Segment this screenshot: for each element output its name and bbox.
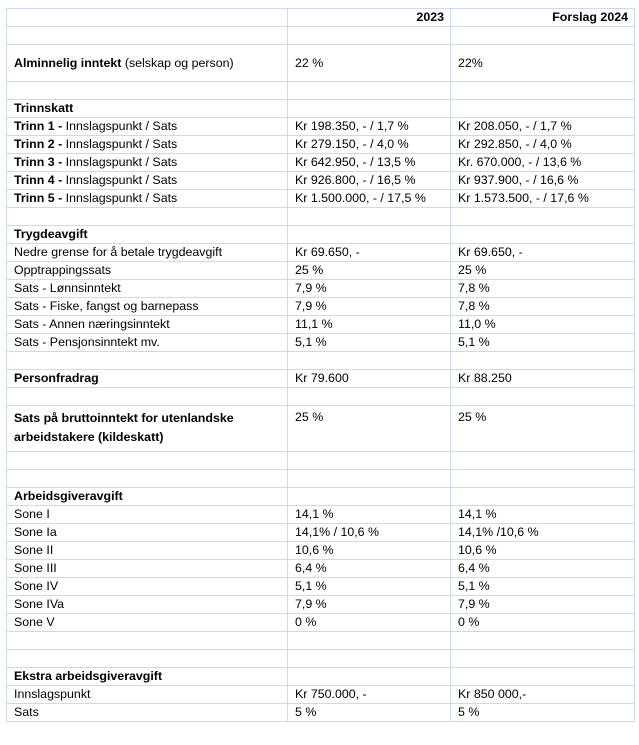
spacer-row (7, 352, 635, 370)
table-row (7, 280, 635, 298)
header-forslag-2024: Forslag 2024 (451, 9, 635, 27)
spacer-row (7, 82, 635, 100)
section-heading-row (7, 668, 635, 686)
section-heading-row (7, 226, 635, 244)
header-row (7, 9, 635, 27)
table-row (7, 244, 635, 262)
alminnelig-inntekt-row (7, 45, 635, 82)
row-label: Sone Ia (7, 524, 288, 542)
row-label (7, 172, 288, 190)
row-label: Sone II (7, 542, 288, 560)
value-2023: 25 % (288, 406, 451, 452)
table-row (7, 542, 635, 560)
personfradrag-row (7, 370, 635, 388)
table-row (7, 614, 635, 632)
value-2023: 7,9 % (288, 596, 451, 614)
row-label: Sats - Pensjonsinntekt mv. (7, 334, 288, 352)
value-2024: Kr 69.650, - (451, 244, 635, 262)
section-title-trinnskatt: Trinnskatt (7, 100, 288, 118)
value-2023: 6,4 % (288, 560, 451, 578)
label-bold: Alminnelig inntekt (14, 55, 122, 70)
table-row (7, 506, 635, 524)
value-2024: Kr 850 000,- (451, 686, 635, 704)
value-2023: 14,1% / 10,6 % (288, 524, 451, 542)
row-label: Sone V (7, 614, 288, 632)
spacer-row (7, 27, 635, 45)
table-row (7, 262, 635, 280)
value-2024: 25 % (451, 262, 635, 280)
table-row (7, 560, 635, 578)
spacer-row (7, 452, 635, 470)
value-2023: Kr 642.950, - / 13,5 % (288, 154, 451, 172)
row-label: Sats - Annen næringsinntekt (7, 316, 288, 334)
table-row (7, 334, 635, 352)
row-label (7, 136, 288, 154)
kildeskatt-row (7, 406, 635, 452)
label-rest: Innslagspunkt / Sats (62, 137, 178, 151)
row-label (7, 190, 288, 208)
table-row (7, 190, 635, 208)
value-2023: Kr 69.650, - (288, 244, 451, 262)
value-2023: 7,9 % (288, 280, 451, 298)
label-bold: Trinn 5 - (14, 191, 63, 205)
spacer-row (7, 208, 635, 226)
label-bold: Trinn 4 - (14, 173, 63, 187)
header-2023: 2023 (288, 9, 451, 27)
value-2023: 5,1 % (288, 578, 451, 596)
value-2024: 6,4 % (451, 560, 635, 578)
value-2024: 7,9 % (451, 596, 635, 614)
section-heading-row (7, 100, 635, 118)
table-row (7, 596, 635, 614)
value-2023: 14,1 % (288, 506, 451, 524)
row-label: Sats - Fiske, fangst og barnepass (7, 298, 288, 316)
row-label: Sone IV (7, 578, 288, 596)
value-2023: 7,9 % (288, 298, 451, 316)
row-label: Sats (7, 704, 288, 722)
row-label: Innslagspunkt (7, 686, 288, 704)
value-2024: Kr 88.250 (451, 370, 635, 388)
value-2023: Kr 279.150, - / 4,0 % (288, 136, 451, 154)
label-rest: Innslagspunkt / Sats (62, 119, 178, 133)
value-2024: Kr. 670.000, - / 13,6 % (451, 154, 635, 172)
value-2023: Kr 1.500.000, - / 17,5 % (288, 190, 451, 208)
table-row (7, 578, 635, 596)
value-2024: 14,1% /10,6 % (451, 524, 635, 542)
value-2023: 5 % (288, 704, 451, 722)
row-label (7, 45, 288, 82)
value-2024: 5,1 % (451, 334, 635, 352)
value-2024: 11,0 % (451, 316, 635, 334)
spacer-row (7, 388, 635, 406)
row-label: Opptrappingssats (7, 262, 288, 280)
value-2023: 5,1 % (288, 334, 451, 352)
value-2023: 10,6 % (288, 542, 451, 560)
row-label: Sone IVa (7, 596, 288, 614)
spacer-row (7, 632, 635, 650)
table-row (7, 686, 635, 704)
section-heading-row (7, 488, 635, 506)
table-row (7, 118, 635, 136)
value-2023: 22 % (288, 45, 451, 82)
label-bold: Trinn 3 - (14, 155, 63, 169)
value-2024: 10,6 % (451, 542, 635, 560)
value-2023: 25 % (288, 262, 451, 280)
value-2023: Kr 926.800, - / 16,5 % (288, 172, 451, 190)
row-label: Sone III (7, 560, 288, 578)
table-row (7, 298, 635, 316)
row-label: Sats på bruttoinntekt for utenlandske arbeidstakere (kildeskatt) (7, 406, 288, 452)
spacer-row (7, 470, 635, 488)
value-2024: 5,1 % (451, 578, 635, 596)
value-2024: 5 % (451, 704, 635, 722)
section-title-ekstra-arbeidsgiveravgift: Ekstra arbeidsgiveravgift (7, 668, 288, 686)
label-rest: Innslagspunkt / Sats (62, 155, 178, 169)
row-label: Nedre grense for å betale trygdeavgift (7, 244, 288, 262)
table-row (7, 316, 635, 334)
section-title-trygdeavgift: Trygdeavgift (7, 226, 288, 244)
value-2023: Kr 79.600 (288, 370, 451, 388)
row-label (7, 154, 288, 172)
label-rest: Innslagspunkt / Sats (62, 191, 178, 205)
value-2024: 22% (451, 45, 635, 82)
value-2024: 7,8 % (451, 298, 635, 316)
value-2023: 0 % (288, 614, 451, 632)
row-label (7, 118, 288, 136)
value-2024: 14,1 % (451, 506, 635, 524)
tax-rates-table (6, 8, 635, 722)
value-2024: Kr 292.850, - / 4,0 % (451, 136, 635, 154)
row-label: Sone I (7, 506, 288, 524)
table-row (7, 524, 635, 542)
label-rest: Innslagspunkt / Sats (62, 173, 178, 187)
section-title-arbeidsgiveravgift: Arbeidsgiveravgift (7, 488, 288, 506)
table-row (7, 172, 635, 190)
row-label: Sats - Lønnsinntekt (7, 280, 288, 298)
row-label: Personfradrag (7, 370, 288, 388)
spacer-row (7, 650, 635, 668)
label-bold: Trinn 2 - (14, 137, 63, 151)
value-2023: Kr 750.000, - (288, 686, 451, 704)
value-2023: 11,1 % (288, 316, 451, 334)
value-2024: Kr 937.900, - / 16,6 % (451, 172, 635, 190)
value-2024: Kr 1.573.500, - / 17,6 % (451, 190, 635, 208)
value-2024: 25 % (451, 406, 635, 452)
table-row (7, 704, 635, 722)
label-rest: (selskap og person) (121, 55, 234, 70)
table-row (7, 154, 635, 172)
header-empty-cell (7, 9, 288, 27)
value-2024: 0 % (451, 614, 635, 632)
value-2024: Kr 208.050, - / 1,7 % (451, 118, 635, 136)
value-2024: 7,8 % (451, 280, 635, 298)
label-bold: Trinn 1 - (14, 119, 63, 133)
table-row (7, 136, 635, 154)
value-2023: Kr 198.350, - / 1,7 % (288, 118, 451, 136)
